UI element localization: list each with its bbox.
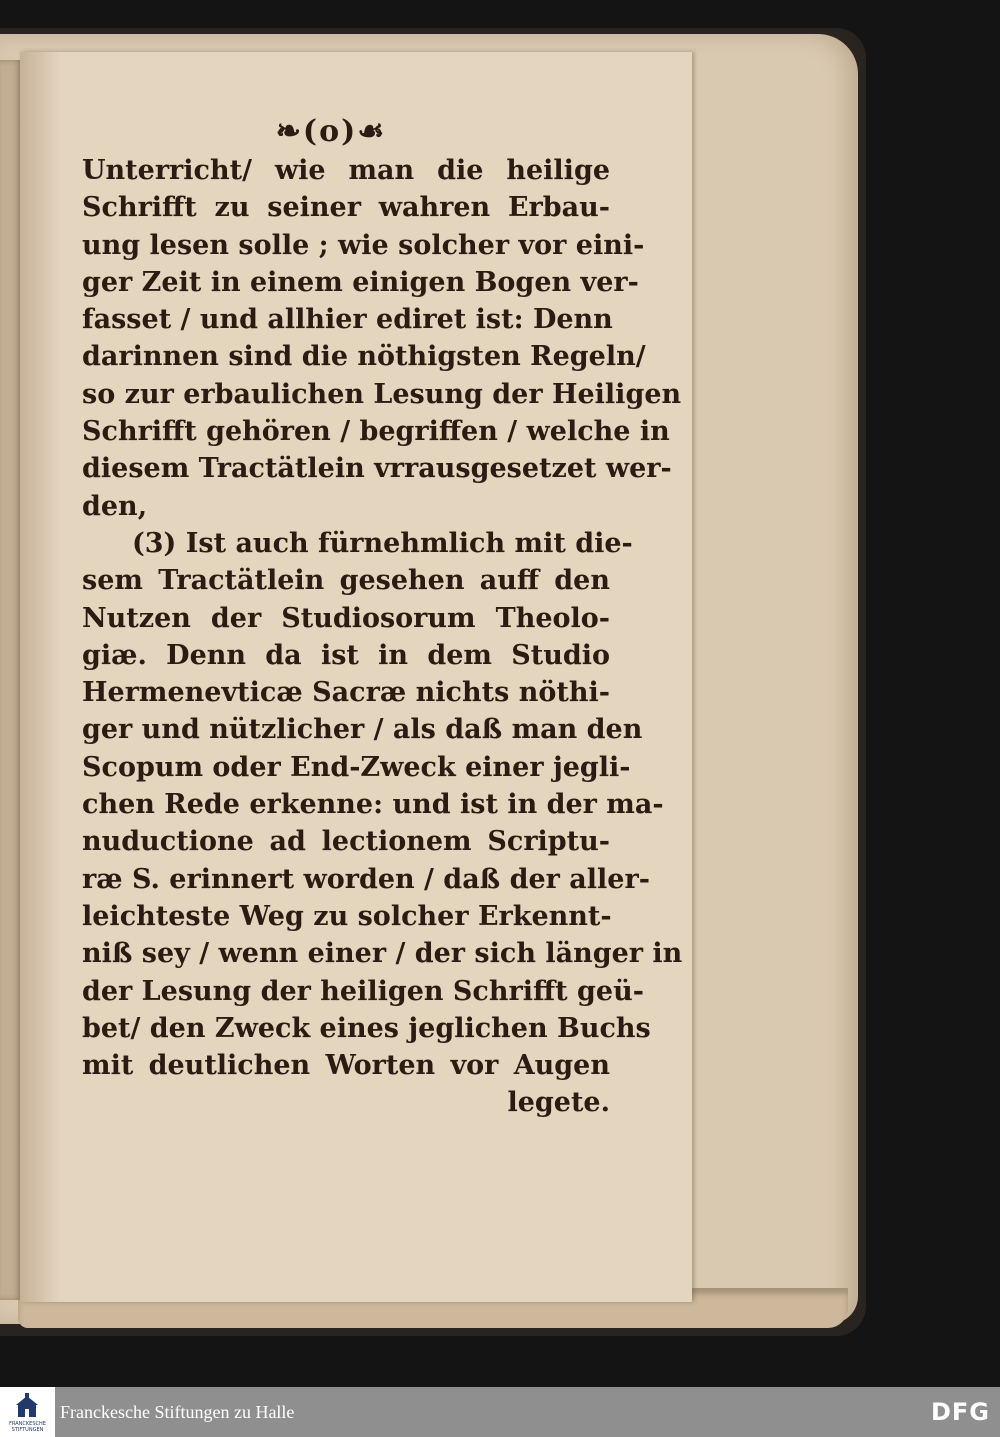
text-line: (3) Ist auch fürnehmlich mit die- bbox=[132, 527, 633, 559]
logo-caption: FRANCKESCHE STIFTUNGEN bbox=[9, 1421, 46, 1433]
text-line: Unterricht/ wie man die heilige bbox=[82, 155, 610, 186]
text-line: sem Tractätlein gesehen auff den bbox=[82, 565, 610, 597]
text-line: diesem Tractätlein vrrausgesetzet wer- bbox=[82, 453, 672, 485]
text-line: ger Zeit in einem einigen Bogen ver- bbox=[82, 266, 639, 298]
text-line: fasset / und allhier ediret ist: Denn bbox=[82, 304, 613, 336]
viewer-footer bbox=[0, 1387, 1000, 1437]
text-line: darinnen sind die nöthigsten Regeln/ bbox=[82, 341, 646, 373]
text-line: ræ S. erinnert worden / daß der aller- bbox=[82, 863, 650, 895]
text-line: Nutzen der Studiosorum Theolo- bbox=[82, 602, 610, 634]
page-header-ornament: ❧(o)☙ bbox=[275, 114, 387, 149]
text-line: Schrifft gehören / begriffen / welche in bbox=[82, 416, 670, 448]
text-line: ung lesen solle ; wie solcher vor eini- bbox=[82, 229, 645, 261]
text-line: den, bbox=[82, 490, 148, 522]
text-line: Schrifft zu seiner wahren Erbau- bbox=[82, 192, 610, 224]
institution-logo[interactable] bbox=[0, 1387, 55, 1437]
francke-house-icon bbox=[14, 1393, 40, 1419]
text-line: chen Rede erkenne: und ist in der ma- bbox=[82, 789, 664, 821]
text-line: giæ. Denn da ist in dem Studio bbox=[82, 639, 610, 671]
dfg-logo[interactable]: DFG bbox=[930, 1398, 990, 1426]
text-line: bet/ den Zweck eines jeglichen Buchs bbox=[82, 1012, 651, 1044]
text-line: leichteste Weg zu solcher Erkennt- bbox=[82, 900, 612, 932]
text-line: Scopum oder End-Zweck einer jegli- bbox=[82, 751, 631, 783]
text-line: der Lesung der heiligen Schrifft geü- bbox=[82, 975, 644, 1007]
text-line: ger und nützlicher / als daß man den bbox=[82, 714, 643, 746]
book-spine bbox=[0, 60, 22, 1300]
text-line: niß sey / wenn einer / der sich länger in bbox=[82, 938, 683, 970]
text-line: nuductione ad lectionem Scriptu- bbox=[82, 826, 610, 858]
institution-name: Franckesche Stiftungen zu Halle bbox=[60, 1402, 295, 1422]
text-line: mit deutlichen Worten vor Augen bbox=[82, 1050, 610, 1082]
page-text bbox=[82, 112, 683, 1122]
text-line: so zur erbaulichen Lesung der Heiligen bbox=[82, 378, 682, 410]
catchword: legete. bbox=[507, 1087, 610, 1119]
text-line: Hermenevticæ Sacræ nichts nöthi- bbox=[82, 677, 610, 709]
